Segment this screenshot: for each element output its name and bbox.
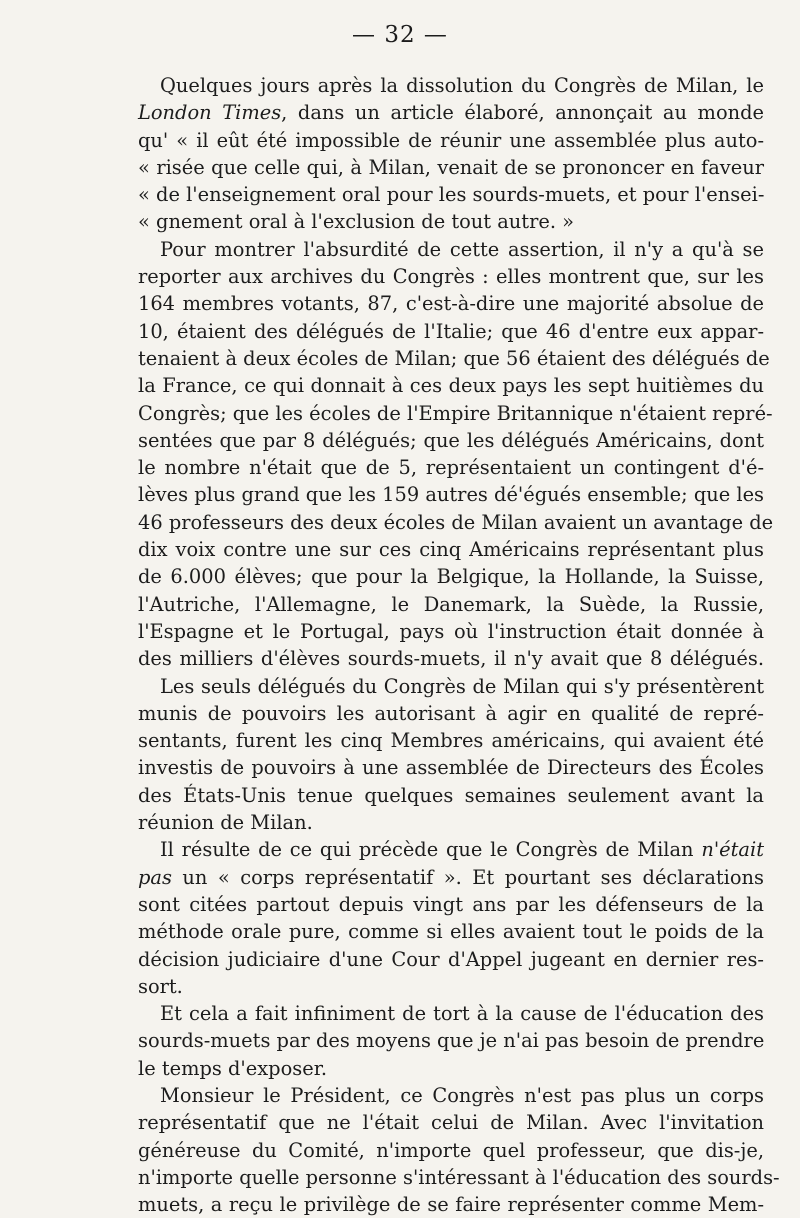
text-line: 164 membres votants, 87, c'est-à-dire une majorité absolue de — [138, 292, 764, 316]
text-line: réunion de Milan. — [138, 811, 313, 835]
text-line: sentants, furent les cinq Membres américains, qui avaient été — [138, 729, 764, 753]
text-line: Les seuls délégués du Congrès de Milan qui s'y présentèrent — [160, 674, 764, 698]
text-line: Quelques jours après la dissolution du Congrès de Milan, le — [160, 74, 764, 97]
text-line: « risée que celle qui, à Milan, venait de se prononcer en faveur — [138, 155, 764, 179]
text-line: décision judiciaire d'une Cour d'Appel jugeant en dernier res- — [138, 947, 764, 971]
text-line: lèves plus grand que les 159 autres dé'égués ensemble; que les — [138, 483, 764, 507]
text-line: le nombre n'était que de 5, représentaient un contingent d'é- — [138, 456, 764, 480]
text-line: tenaient à deux écoles de Milan; que 56 étaient des délégués de — [138, 346, 770, 370]
text-line: sentées que par 8 délégués; que les délégués Américains, dont — [138, 428, 764, 452]
text-line: sont citées partout depuis vingt ans par les défenseurs de la — [138, 892, 764, 916]
text-line: des États-Unis tenue quelques semaines seulement avant la — [138, 783, 764, 807]
text-line: n'importe quelle personne s'intéressant à l'éducation des sourds- — [138, 1165, 780, 1189]
text-line: Monsieur le Président, ce Congrès n'est pas plus un corps — [160, 1083, 764, 1107]
text-line: sort. — [138, 974, 183, 998]
text-line: représentatif que ne l'était celui de Milan. Avec l'invitation — [138, 1111, 764, 1135]
text-line: Congrès; que les écoles de l'Empire Britannique n'étaient repré- — [138, 401, 773, 425]
text-line: Pour montrer l'absurdité de cette assertion, il n'y a qu'à se — [160, 237, 764, 261]
text-line: sourds-muets par des moyens que je n'ai pas besoin de prendre — [138, 1029, 765, 1053]
text-line: le temps d'exposer. — [138, 1056, 327, 1080]
text-line: London Times, dans un article élaboré, annonçait au monde — [138, 101, 764, 125]
body-text — [138, 72, 780, 1218]
text-line: Il résulte de ce qui précède que le Congrès de Milan n'était — [160, 838, 764, 862]
text-line: dix voix contre une sur ces cinq Américains représentant plus — [138, 538, 764, 562]
text-line: l'Autriche, l'Allemagne, le Danemark, la Suède, la Russie, — [138, 592, 764, 616]
text-line: reporter aux archives du Congrès : elles montrent que, sur les — [138, 265, 764, 289]
text-line: l'Espagne et le Portugal, pays où l'instruction était donnée à — [138, 619, 764, 643]
text-line: muets, a reçu le privilège de se faire représenter comme Mem- — [138, 1193, 764, 1217]
text-line: « gnement oral à l'exclusion de tout autre. » — [138, 210, 575, 234]
text-line: 46 professeurs des deux écoles de Milan avaient un avantage de — [138, 510, 774, 534]
page-number: — 32 — — [352, 22, 448, 48]
text-line: Et cela a fait infiniment de tort à la cause de l'éducation des — [160, 1002, 764, 1026]
text-line: méthode orale pure, comme si elles avaient tout le poids de la — [138, 920, 764, 944]
text-line: 10, étaient des délégués de l'Italie; que 46 d'entre eux appar- — [138, 319, 764, 343]
text-line: munis de pouvoirs les autorisant à agir en qualité de repré- — [138, 701, 764, 725]
text-line: des milliers d'élèves sourds-muets, il n'y avait que 8 délégués. — [138, 647, 764, 671]
text-line: pas un « corps représentatif ». Et pourtant ses déclarations — [138, 865, 764, 889]
text-line: qu' « il eût été impossible de réunir une assemblée plus auto- — [138, 128, 764, 152]
text-line: investis de pouvoirs à une assemblée de Directeurs des Écoles — [138, 756, 764, 780]
text-line: la France, ce qui donnait à ces deux pays les sept huitièmes du — [138, 374, 764, 398]
text-line: généreuse du Comité, n'importe quel professeur, que dis-je, — [138, 1138, 764, 1162]
text-line: « de l'enseignement oral pour les sourds-muets, et pour l'ensei- — [138, 183, 765, 207]
text-line: de 6.000 élèves; que pour la Belgique, la Hollande, la Suisse, — [138, 565, 764, 589]
